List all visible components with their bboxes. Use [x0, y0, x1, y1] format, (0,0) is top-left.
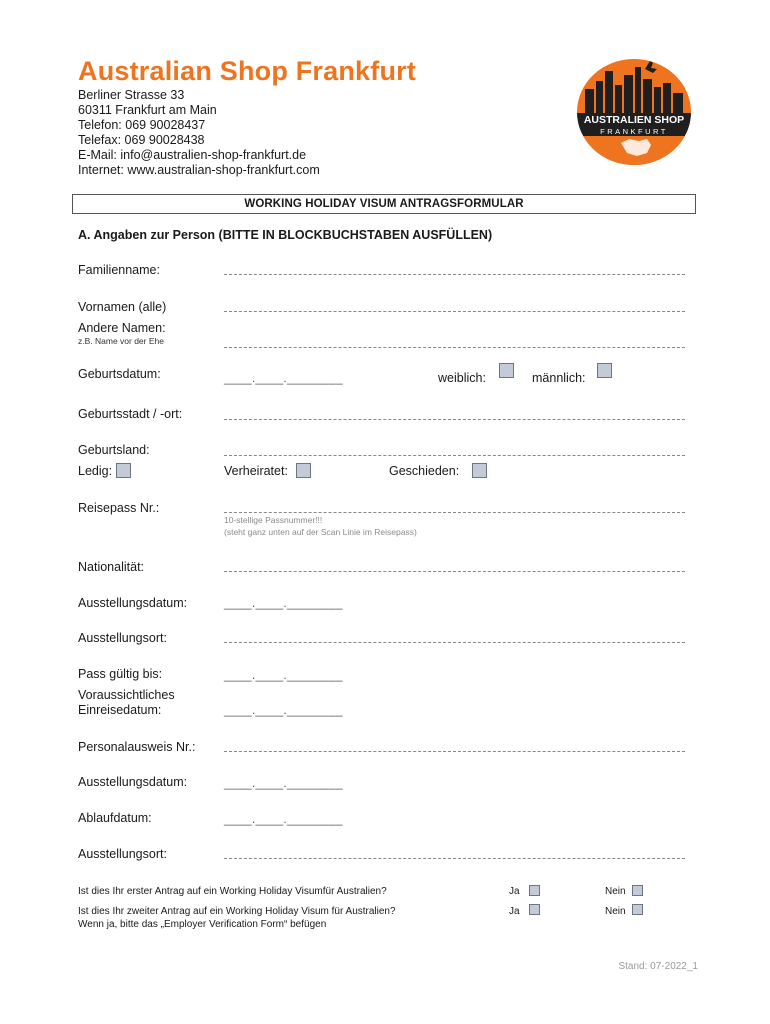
label-ablaufdatum: Ablaufdatum:	[78, 811, 152, 825]
checkbox-ledig[interactable]	[116, 463, 131, 478]
section-a-heading: A. Angaben zur Person (BITTE IN BLOCKBUCHSTABEN AUSFÜLLEN)	[78, 228, 493, 242]
checkbox-q1-nein[interactable]	[632, 885, 643, 896]
field-nationalitaet[interactable]	[224, 571, 685, 572]
field-ausstellungsdatum-2[interactable]: ____.____.________	[224, 776, 343, 790]
hint-reisepass-2: (steht ganz unten auf der Scan Linie im Reisepass)	[224, 527, 417, 537]
checkbox-q2-nein[interactable]	[632, 904, 643, 915]
label-vornamen: Vornamen (alle)	[78, 300, 167, 314]
field-pass-gueltig[interactable]: ____.____.________	[224, 668, 343, 682]
label-andere-namen: Andere Namen:	[78, 321, 166, 335]
label-ledig: Ledig:	[78, 464, 113, 478]
question-second-application: Ist dies Ihr zweiter Antrag auf ein Working Holiday Visum für Australien?	[78, 906, 396, 917]
label-ausstellungsort: Ausstellungsort:	[78, 631, 167, 645]
address-street: Berliner Strasse 33	[78, 88, 185, 102]
checkbox-q1-ja[interactable]	[529, 885, 540, 896]
footer-stand: Stand: 07-2022_1	[618, 961, 698, 972]
field-ausstellungsort[interactable]	[224, 642, 685, 643]
label-maennlich: männlich:	[532, 371, 586, 385]
label-ausstellungsdatum-2: Ausstellungsdatum:	[78, 775, 188, 789]
question-first-application: Ist dies Ihr erster Antrag auf ein Working Holiday Visumfür Australien?	[78, 886, 387, 897]
field-einreisedatum[interactable]: ____.____.________	[224, 703, 343, 717]
form-title-box	[72, 194, 696, 214]
field-vornamen[interactable]	[224, 311, 685, 312]
label-geburtsdatum: Geburtsdatum:	[78, 367, 161, 381]
field-ablaufdatum[interactable]: ____.____.________	[224, 812, 343, 826]
field-ausstellungsort-2[interactable]	[224, 858, 685, 859]
logo-text-line1: AUSTRALIEN SHOP	[583, 114, 685, 126]
label-ausstellungsort-2: Ausstellungsort:	[78, 847, 167, 861]
question-second-application-note: Wenn ja, bitte das „Employer Verification Form“ befügen	[78, 919, 327, 930]
field-reisepass[interactable]	[224, 512, 685, 513]
label-q2-ja: Ja	[509, 906, 520, 917]
address-website: Internet: www.australian-shop-frankfurt.com	[78, 163, 320, 177]
label-geburtsstadt: Geburtsstadt / -ort:	[78, 407, 183, 421]
label-reisepass: Reisepass Nr.:	[78, 501, 160, 515]
field-familienname[interactable]	[224, 274, 685, 275]
checkbox-q2-ja[interactable]	[529, 904, 540, 915]
label-familienname: Familienname:	[78, 263, 160, 277]
checkbox-maennlich[interactable]	[597, 363, 612, 378]
field-andere-namen[interactable]	[224, 347, 685, 348]
address-phone: Telefon: 069 90028437	[78, 118, 206, 132]
address-email: E-Mail: info@australien-shop-frankfurt.de	[78, 148, 307, 162]
label-q1-ja: Ja	[509, 886, 520, 897]
label-geschieden: Geschieden:	[389, 464, 460, 478]
address-city: 60311 Frankfurt am Main	[78, 103, 217, 117]
label-ausstellungsdatum: Ausstellungsdatum:	[78, 596, 188, 610]
form-title: WORKING HOLIDAY VISUM ANTRAGSFORMULAR	[244, 198, 524, 210]
checkbox-verheiratet[interactable]	[296, 463, 311, 478]
label-q2-nein: Nein	[605, 906, 626, 917]
label-geburtsland: Geburtsland:	[78, 443, 150, 457]
label-q1-nein: Nein	[605, 886, 626, 897]
label-personalausweis: Personalausweis Nr.:	[78, 740, 196, 754]
field-ausstellungsdatum[interactable]: ____.____.________	[224, 596, 343, 610]
hint-andere-namen: z.B. Name vor der Ehe	[78, 336, 164, 346]
shop-name: Australian Shop Frankfurt	[78, 56, 417, 86]
label-einreise-2: Einreisedatum:	[78, 703, 162, 717]
address-fax: Telefax: 069 90028438	[78, 133, 205, 147]
label-pass-gueltig: Pass gültig bis:	[78, 667, 163, 681]
hint-reisepass-1: 10-stellige Passnummer!!!	[224, 515, 323, 525]
field-geburtsstadt[interactable]	[224, 419, 685, 420]
label-nationalitaet: Nationalität:	[78, 560, 145, 574]
logo-text-line2: FRANKFURT	[600, 127, 668, 136]
label-verheiratet: Verheiratet:	[224, 464, 288, 478]
field-personalausweis[interactable]	[224, 751, 685, 752]
field-geburtsdatum[interactable]: ____.____.________	[224, 371, 343, 385]
shop-logo	[575, 57, 693, 167]
field-geburtsland[interactable]	[224, 455, 685, 456]
checkbox-geschieden[interactable]	[472, 463, 487, 478]
shop-logo-graphic	[575, 57, 693, 167]
checkbox-weiblich[interactable]	[499, 363, 514, 378]
label-weiblich: weiblich:	[438, 371, 486, 385]
label-einreise-1: Voraussichtliches	[78, 688, 175, 702]
